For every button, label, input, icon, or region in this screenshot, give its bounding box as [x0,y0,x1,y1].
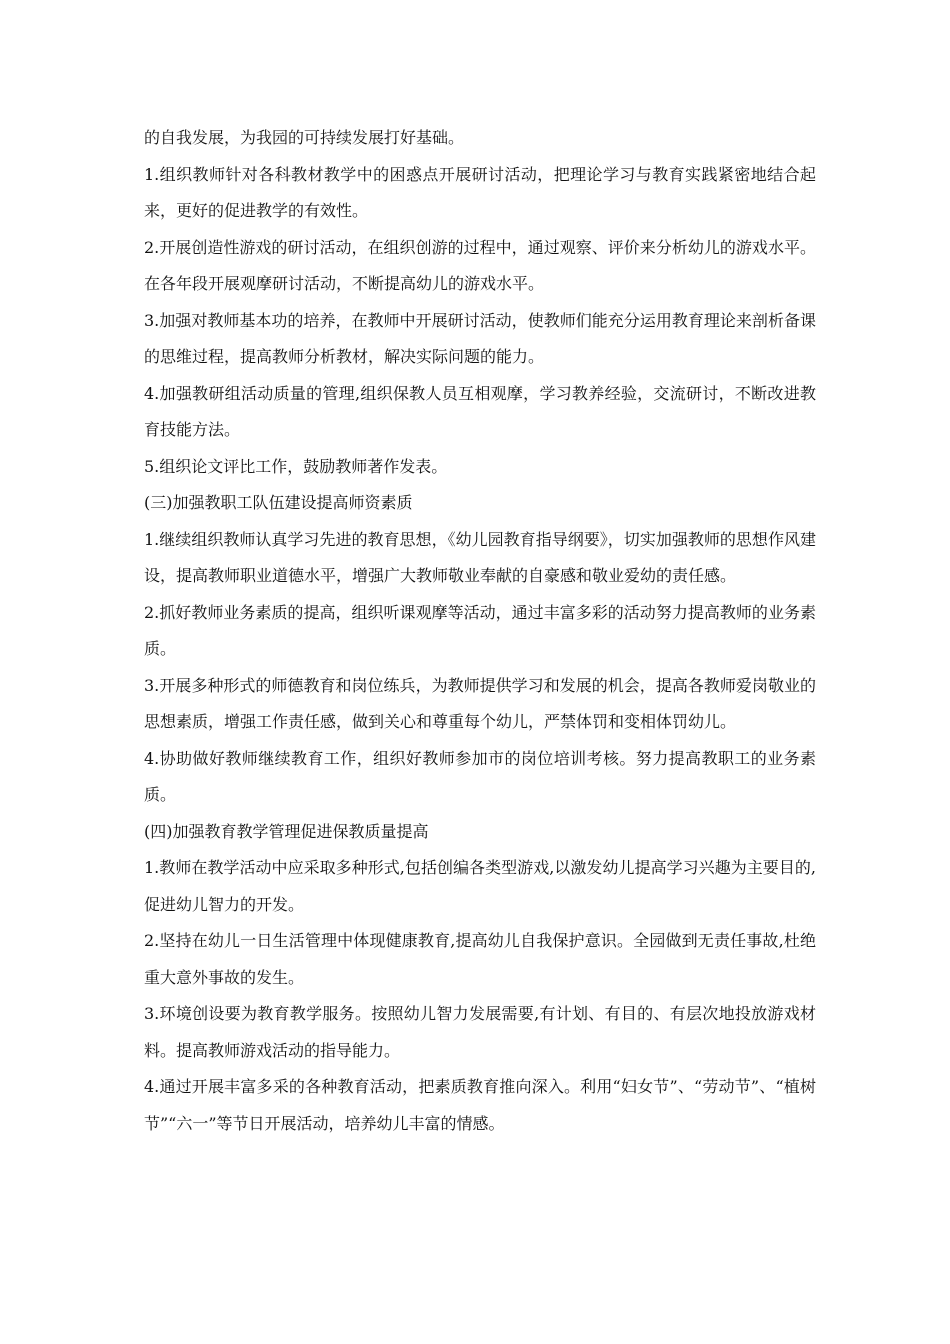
paragraph-item-3: 3.加强对教师基本功的培养，在教师中开展研讨活动，使教师们能充分运用教育理论来剖析备课的思维过程，提高教师分析教材，解决实际问题的能力。 [144,310,816,366]
paragraph-item-2: 2.坚持在幼儿一日生活管理中体现健康教育,提高幼儿自我保护意识。全园做到无责任事故,杜绝重大意外事故的发生。 [144,931,816,987]
paragraph-item-1: 1.教师在教学活动中应采取多种形式,包括创编各类型游戏,以激发幼儿提高学习兴趣为主要目的,促进幼儿智力的开发。 [144,858,816,914]
section-heading-3: (三)加强教职工队伍建设提高师资素质 [144,493,413,512]
document-body [144,120,816,1142]
paragraph-item-3: 3.开展多种形式的师德教育和岗位练兵，为教师提供学习和发展的机会，提高各教师爱岗敬业的思想素质，增强工作责任感，做到关心和尊重每个幼儿，严禁体罚和变相体罚幼儿。 [144,675,816,731]
paragraph-item-5: 5.组织论文评比工作，鼓励教师著作发表。 [144,456,448,476]
paragraph-item-1: 1.组织教师针对各科教材教学中的困惑点开展研讨活动，把理论学习与教育实践紧密地结合起来，更好的促进教学的有效性。 [144,164,816,220]
paragraph-item-4: 4.通过开展丰富多采的各种教育活动，把素质教育推向深入。利用“妇女节”、“劳动节”、“植树节”“六一”等节日开展活动，培养幼儿丰富的情感。 [144,1077,816,1133]
section-heading-4: (四)加强教育教学管理促进保教质量提高 [144,821,429,841]
paragraph-item-1: 1.继续组织教师认真学习先进的教育思想，《幼儿园教育指导纲要》，切实加强教师的思想作风建设，提高教师职业道德水平，增强广大教师敬业奉献的自豪感和敬业爱幼的责任感。 [144,529,816,585]
paragraph-continuation: 的自我发展，为我园的可持续发展打好基础。 [144,128,465,147]
paragraph-item-2: 2.开展创造性游戏的研讨活动，在组织创游的过程中，通过观察、评价来分析幼儿的游戏水平。在各年段开展观摩研讨活动，不断提高幼儿的游戏水平。 [144,237,816,293]
paragraph-item-3: 3.环境创设要为教育教学服务。按照幼儿智力发展需要,有计划、有目的、有层次地投放游戏材料。提高教师游戏活动的指导能力。 [144,1004,816,1060]
paragraph-item-4: 4.加强教研组活动质量的管理,组织保教人员互相观摩，学习教养经验，交流研讨，不断改进教育技能方法。 [144,383,816,439]
paragraph-item-2: 2.抓好教师业务素质的提高，组织听课观摩等活动，通过丰富多彩的活动努力提高教师的业务素质。 [144,602,816,658]
paragraph-item-4: 4.协助做好教师继续教育工作，组织好教师参加市的岗位培训考核。努力提高教职工的业务素质。 [144,748,816,804]
